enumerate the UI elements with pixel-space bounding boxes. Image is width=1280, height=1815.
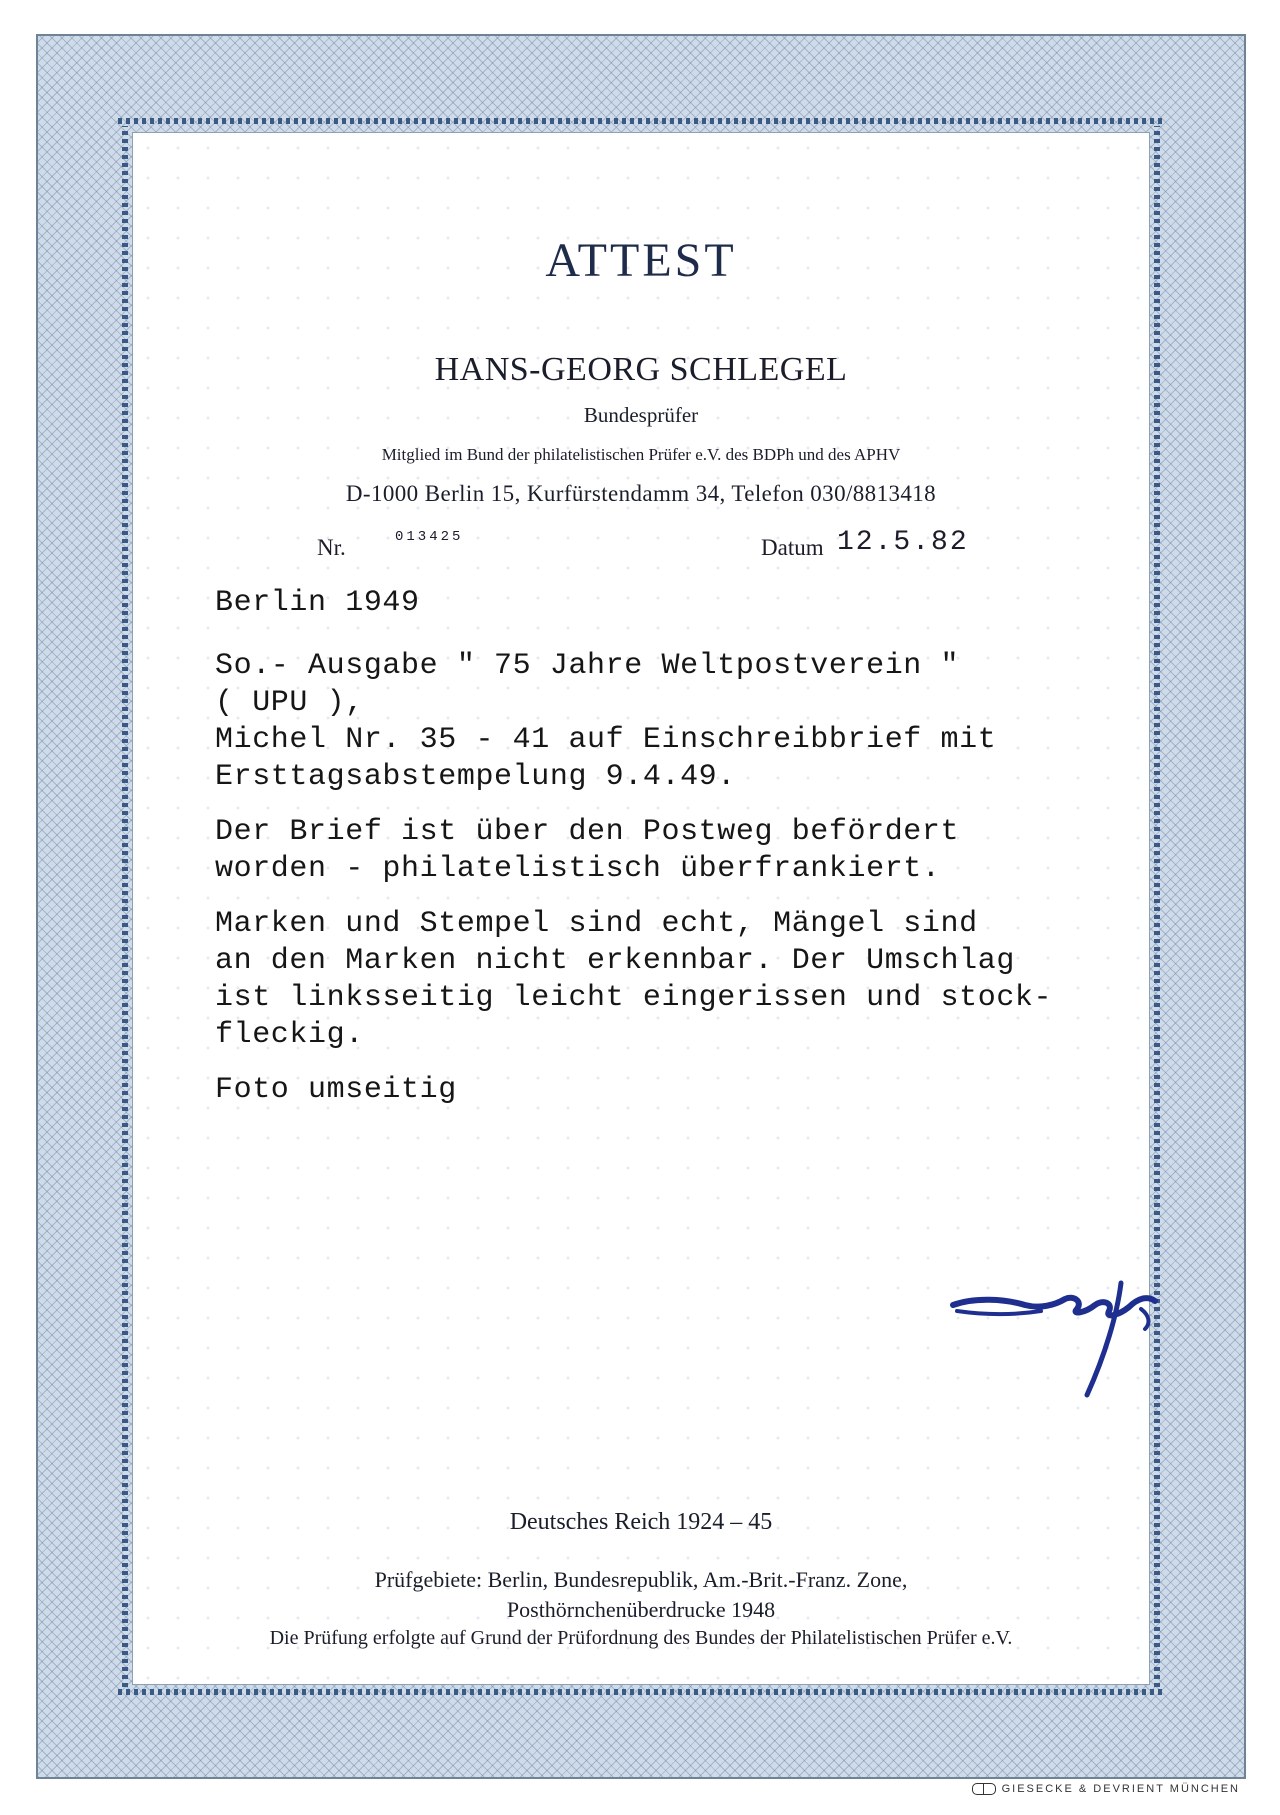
address-line: D-1000 Berlin 15, Kurfürstendamm 34, Telefon 030/8813418 [345,481,937,506]
body-line: worden - philatelistisch überfrankiert. [215,852,941,886]
certificate-body [215,585,1115,1109]
examination-area: Deutsches Reich 1924 – 45 [509,1509,773,1535]
examination-fields [133,1565,1149,1625]
membership-line: Mitglied im Bund der philatelistischen Prüfer e.V. des BDPh und des APHV [381,445,901,464]
body-line: Michel Nr. 35 - 41 auf Einschreibbrief mit [215,723,997,757]
body-line: ( UPU ), [215,686,364,720]
handwritten-signature [945,1265,1165,1405]
body-line: Ersttagsabstempelung 9.4.49. [215,760,736,794]
body-line: Der Brief ist über den Postweg befördert [215,815,960,849]
printer-imprint [972,1783,1240,1795]
printer-name: GIESECKE & DEVRIENT MÜNCHEN [1001,1783,1240,1795]
body-line: Marken und Stempel sind echt, Mängel sind [215,907,978,941]
body-line: fleckig. [215,1018,364,1052]
certificate-sheet [36,34,1246,1779]
examination-fields-line: Prüfgebiete: Berlin, Bundesrepublik, Am.-Brit.-Franz. Zone, [374,1567,908,1592]
guilloche-border-right [1154,126,1160,1687]
body-line: an den Marken nicht erkennbar. Der Umschlag [215,944,1015,978]
guilloche-border-top [118,118,1164,124]
nr-value: 013425 [395,529,464,545]
examination-fields-line: Posthörnchenüberdrucke 1948 [506,1597,776,1622]
nr-label: Nr. [317,535,346,560]
guilloche-border-left [122,126,128,1687]
body-line: Berlin 1949 [215,586,420,620]
legal-note: Die Prüfung erfolgte auf Grund der Prüfordnung des Bundes der Philatelistischen Prüfer e.V. [269,1627,1013,1649]
body-line: Foto umseitig [215,1073,457,1107]
body-line: ist linksseitig leicht eingerissen und stock- [215,981,1053,1015]
certificate-panel [132,132,1150,1685]
certificate-title: ATTEST [545,234,737,287]
datum-label: Datum [761,535,824,560]
printer-logo-icon [972,1783,996,1795]
examiner-name: HANS-GEORG SCHLEGEL [434,351,848,388]
guilloche-border-bottom [118,1689,1164,1695]
body-line: So.- Ausgabe " 75 Jahre Weltpostverein " [215,649,960,683]
examiner-role: Bundesprüfer [583,403,699,427]
datum-value: 12.5.82 [837,527,969,558]
